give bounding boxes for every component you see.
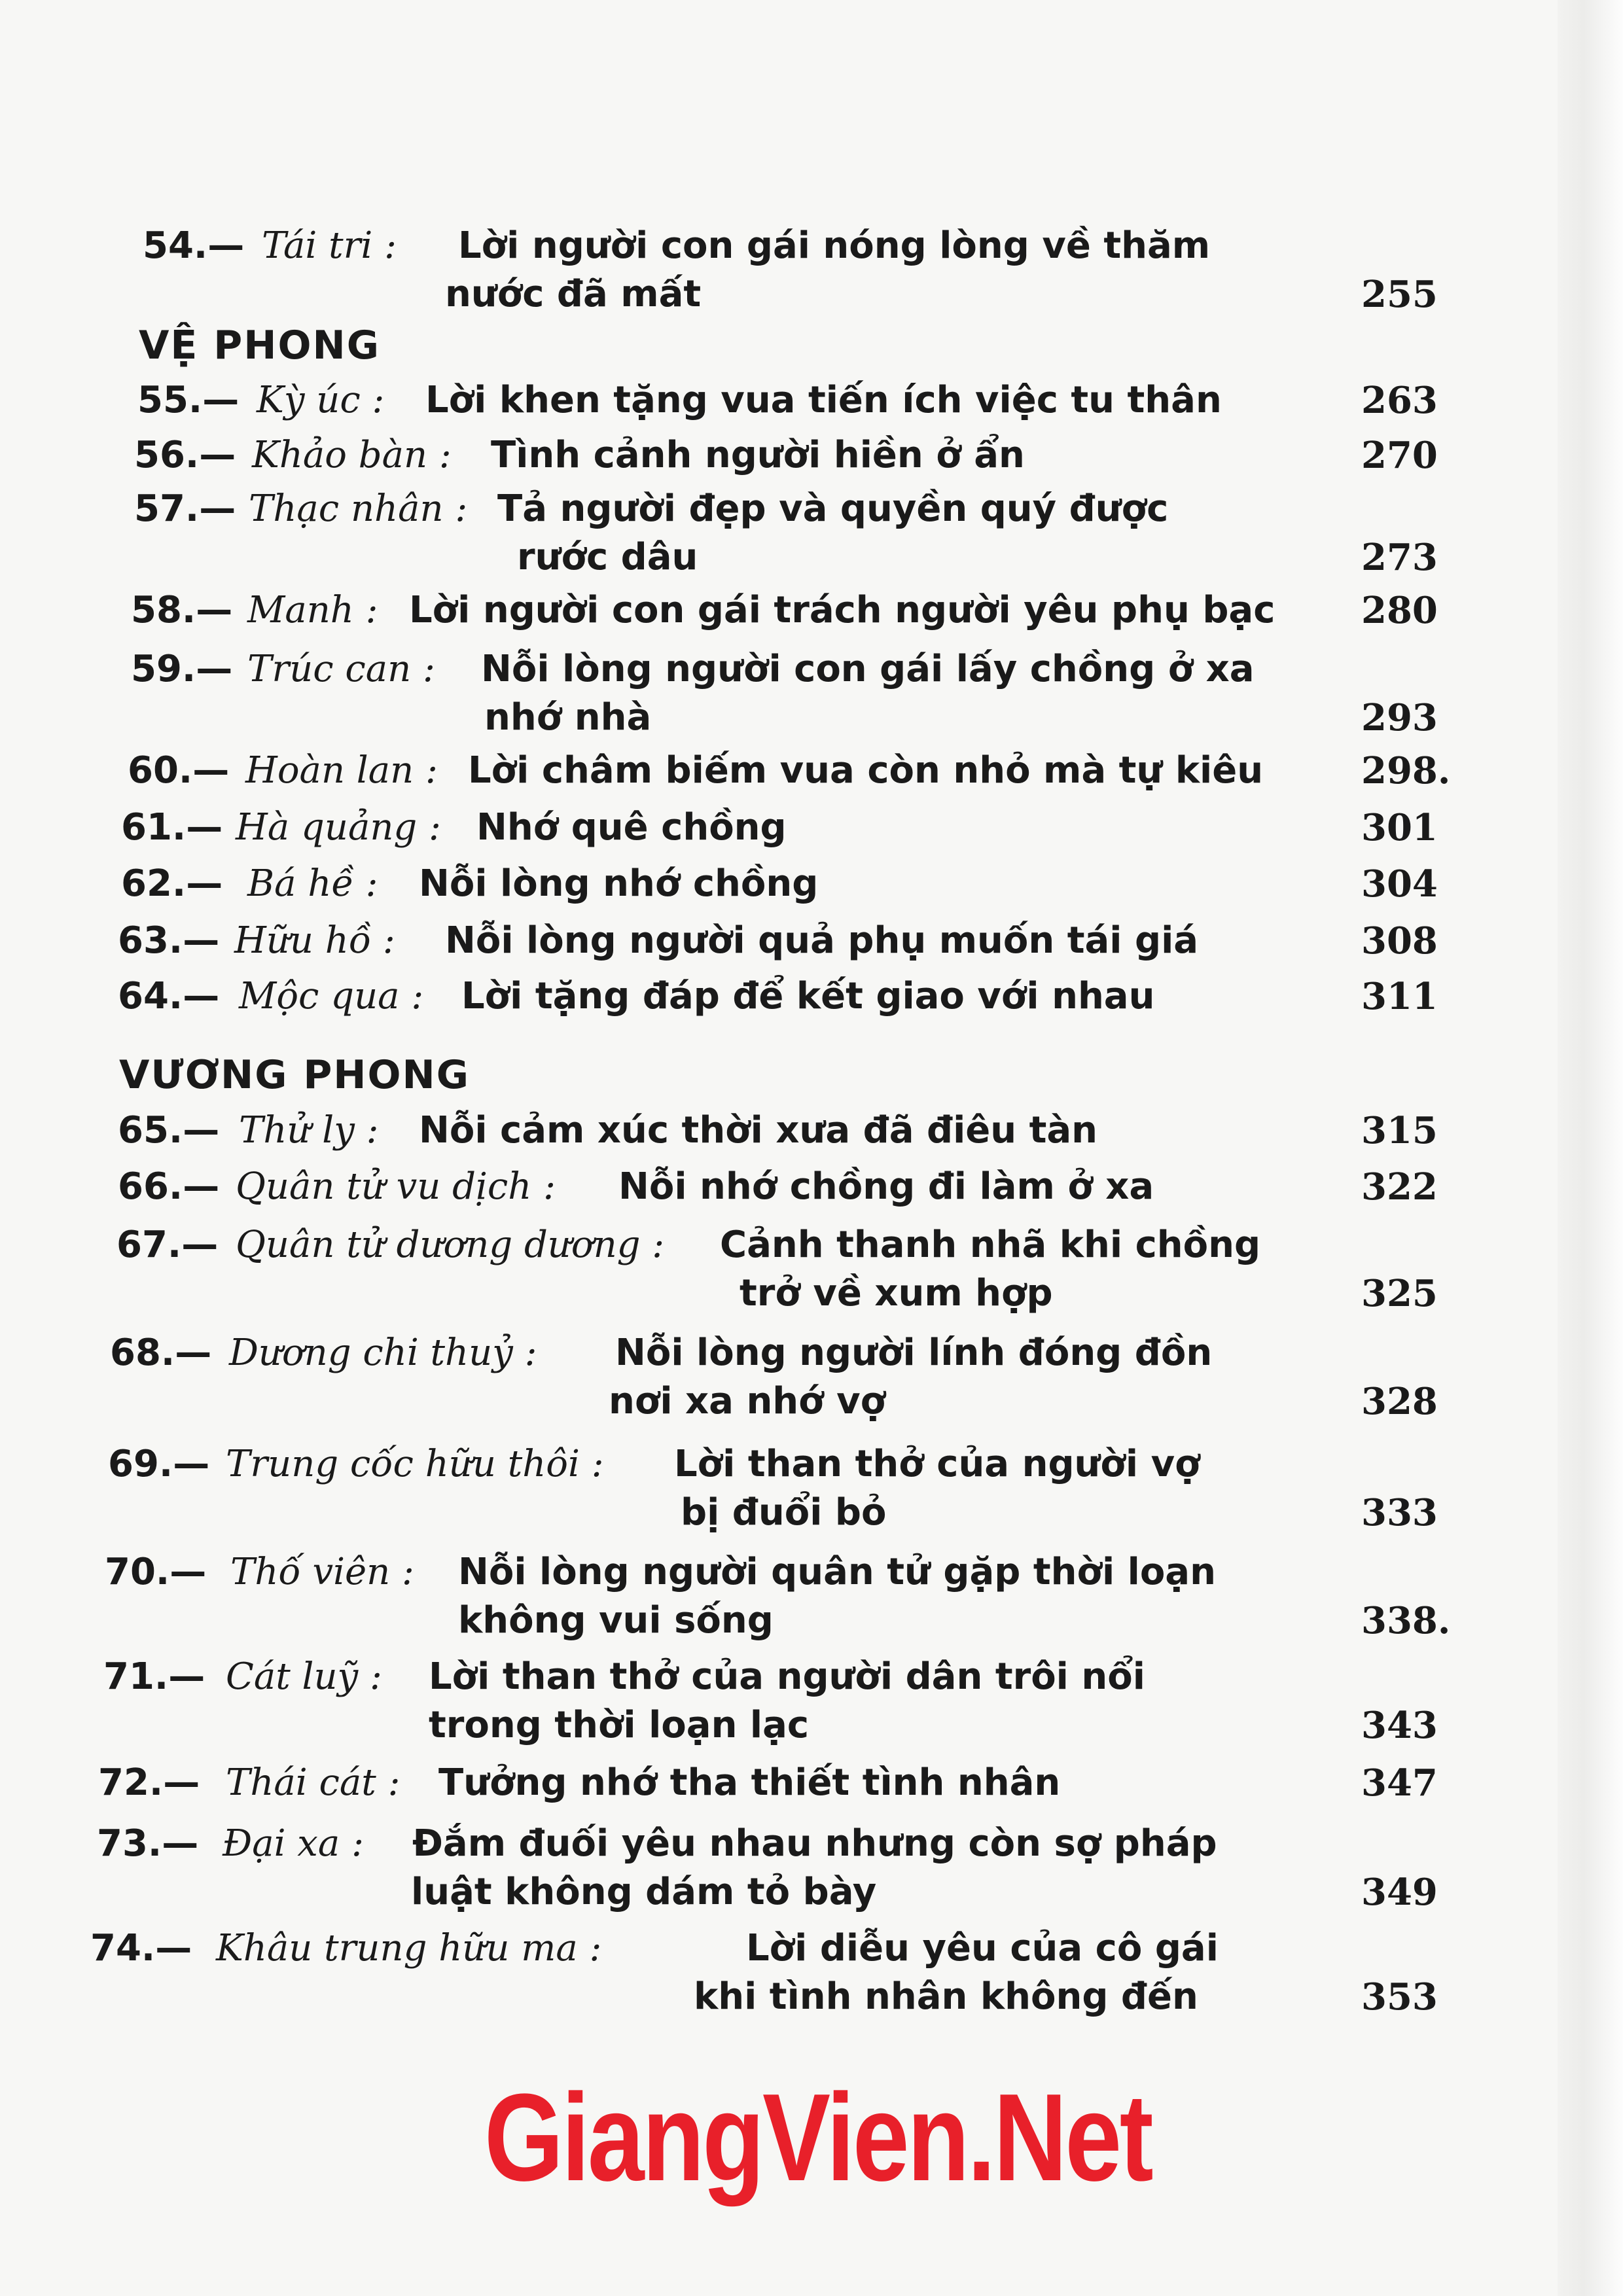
entry-description: Nhớ quê chồng	[476, 806, 787, 849]
entry-number: 58.—	[131, 589, 233, 631]
entry-description: Tưởng nhớ tha thiết tình nhân	[438, 1761, 1061, 1804]
entry-description: Lời châm biếm vua còn nhỏ mà tự kiêu	[468, 749, 1264, 792]
entry-description: Nỗi lòng người con gái lấy chồng ở xa	[481, 648, 1255, 690]
entry-description: Tình cảnh người hiền ở ẩn	[491, 434, 1025, 476]
entry-page-number: 338.	[1361, 1599, 1451, 1642]
entry-description-continued: nơi xa nhớ vợ	[609, 1380, 886, 1422]
entry-number: 64.—	[118, 975, 220, 1017]
entry-number: 63.—	[118, 919, 220, 962]
entry-number: 66.—	[118, 1165, 220, 1208]
entry-description: Nỗi lòng người quả phụ muốn tái giá	[445, 919, 1199, 962]
entry-description: Lời người con gái nóng lòng về thăm	[458, 224, 1211, 267]
section-heading-vuong-phong: VƯƠNG PHONG	[119, 1052, 470, 1098]
entry-description: Lời diễu yêu của cô gái	[746, 1927, 1219, 1969]
entry-title: Quân tử vu dịch :	[236, 1165, 556, 1208]
entry-description: Nỗi lòng nhớ chồng	[419, 862, 819, 905]
entry-description: Nỗi nhớ chồng đi làm ở xa	[618, 1165, 1154, 1208]
entry-page-number: 322	[1361, 1165, 1438, 1209]
entry-title: Hữu hồ :	[234, 919, 395, 962]
entry-description: Nỗi lòng người lính đóng đồn	[615, 1332, 1213, 1374]
entry-title: Cát luỹ :	[226, 1655, 382, 1698]
entry-title: Khâu trung hữu ma :	[216, 1927, 602, 1969]
entry-title: Tái tri :	[262, 224, 397, 267]
entry-title: Dương chi thuỷ :	[229, 1332, 537, 1374]
entry-title: Khảo bàn :	[252, 434, 452, 476]
entry-title: Quân tử dương dương :	[236, 1224, 665, 1266]
entry-number: 70.—	[105, 1551, 207, 1593]
entry-title: Trúc can :	[247, 648, 435, 690]
entry-number: 60.—	[128, 749, 230, 792]
entry-page-number: 333	[1361, 1491, 1438, 1534]
entry-description: Nỗi cảm xúc thời xưa đã điêu tàn	[419, 1109, 1098, 1152]
entry-description-continued: bị đuổi bỏ	[681, 1491, 887, 1534]
entry-description: Nỗi lòng người quân tử gặp thời loạn	[458, 1551, 1216, 1593]
entry-description: Đắm đuối yêu nhau nhưng còn sợ pháp	[412, 1822, 1217, 1865]
entry-number: 68.—	[110, 1332, 212, 1374]
entry-title: Hoàn lan :	[245, 749, 438, 792]
entry-title: Manh :	[247, 589, 378, 631]
entry-title: Kỳ úc :	[257, 379, 385, 421]
entry-number: 55.—	[137, 379, 240, 421]
entry-page-number: 311	[1361, 975, 1438, 1018]
entry-title: Mộc qua :	[239, 975, 424, 1017]
entry-description: Lời tặng đáp để kết giao với nhau	[461, 975, 1155, 1017]
entry-description-continued: khi tình nhân không đến	[694, 1975, 1198, 2018]
entry-description: Lời khen tặng vua tiến ích việc tu thân	[425, 379, 1222, 421]
entry-number: 73.—	[97, 1822, 199, 1865]
entry-page-number: 255	[1361, 273, 1438, 316]
entry-page-number: 273	[1361, 536, 1438, 579]
entry-description: Tả người đẹp và quyền quý được	[497, 487, 1169, 530]
entry-title: Bá hề :	[247, 862, 378, 905]
entry-description: Lời người con gái trách người yêu phụ bạc	[409, 589, 1275, 631]
entry-number: 67.—	[116, 1224, 219, 1266]
entry-page-number: 304	[1361, 862, 1438, 906]
entry-number: 56.—	[134, 434, 236, 476]
entry-number: 59.—	[131, 648, 233, 690]
entry-description-continued: trở về xum hợp	[740, 1272, 1053, 1315]
entry-page-number: 298.	[1361, 749, 1451, 792]
entry-number: 57.—	[134, 487, 236, 530]
entry-title: Hà quảng :	[236, 806, 441, 849]
entry-page-number: 353	[1361, 1975, 1438, 2019]
entry-description-continued: nhớ nhà	[484, 696, 652, 739]
entry-number: 62.—	[121, 862, 223, 905]
entry-title: Thử ly :	[239, 1109, 379, 1152]
entry-number: 61.—	[121, 806, 223, 849]
entry-description: Cảnh thanh nhã khi chồng	[720, 1224, 1261, 1266]
entry-page-number: 349	[1361, 1871, 1438, 1914]
entry-description-continued: luật không dám tỏ bày	[411, 1871, 877, 1913]
entry-page-number: 280	[1361, 589, 1438, 632]
entry-description-continued: rước dâu	[517, 536, 698, 578]
entry-page-number: 263	[1361, 379, 1438, 422]
entry-number: 74.—	[90, 1927, 192, 1969]
entry-description: Lời than thở của người vợ	[674, 1443, 1200, 1485]
entry-page-number: 347	[1361, 1761, 1438, 1805]
entry-page-number: 325	[1361, 1272, 1438, 1315]
entry-number: 71.—	[103, 1655, 205, 1698]
entry-page-number: 328	[1361, 1380, 1438, 1423]
watermark-text: GiangVien.Net	[484, 2068, 1152, 2207]
entry-title: Thố viên :	[230, 1551, 414, 1593]
entry-number: 54.—	[143, 224, 245, 267]
entry-description-continued: không vui sống	[458, 1599, 774, 1642]
entry-description-continued: trong thời loạn lạc	[429, 1704, 810, 1746]
entry-description-continued: nước đã mất	[445, 273, 702, 315]
entry-page-number: 308	[1361, 919, 1438, 963]
entry-title: Thạc nhân :	[249, 487, 468, 530]
entry-description: Lời than thở của người dân trôi nổi	[429, 1655, 1145, 1698]
section-heading-ve-phong: VỆ PHONG	[139, 323, 380, 368]
entry-title: Thái cát :	[226, 1761, 401, 1804]
entry-number: 65.—	[118, 1109, 220, 1152]
entry-title: Trung cốc hữu thôi :	[226, 1443, 604, 1485]
entry-title: Đại xa :	[223, 1822, 364, 1865]
page-edge-shadow	[1558, 0, 1623, 2296]
entry-page-number: 343	[1361, 1704, 1438, 1747]
entry-page-number: 315	[1361, 1109, 1438, 1152]
entry-number: 72.—	[98, 1761, 200, 1804]
entry-page-number: 270	[1361, 434, 1438, 477]
entry-page-number: 293	[1361, 696, 1438, 739]
entry-page-number: 301	[1361, 806, 1438, 849]
entry-number: 69.—	[108, 1443, 210, 1485]
